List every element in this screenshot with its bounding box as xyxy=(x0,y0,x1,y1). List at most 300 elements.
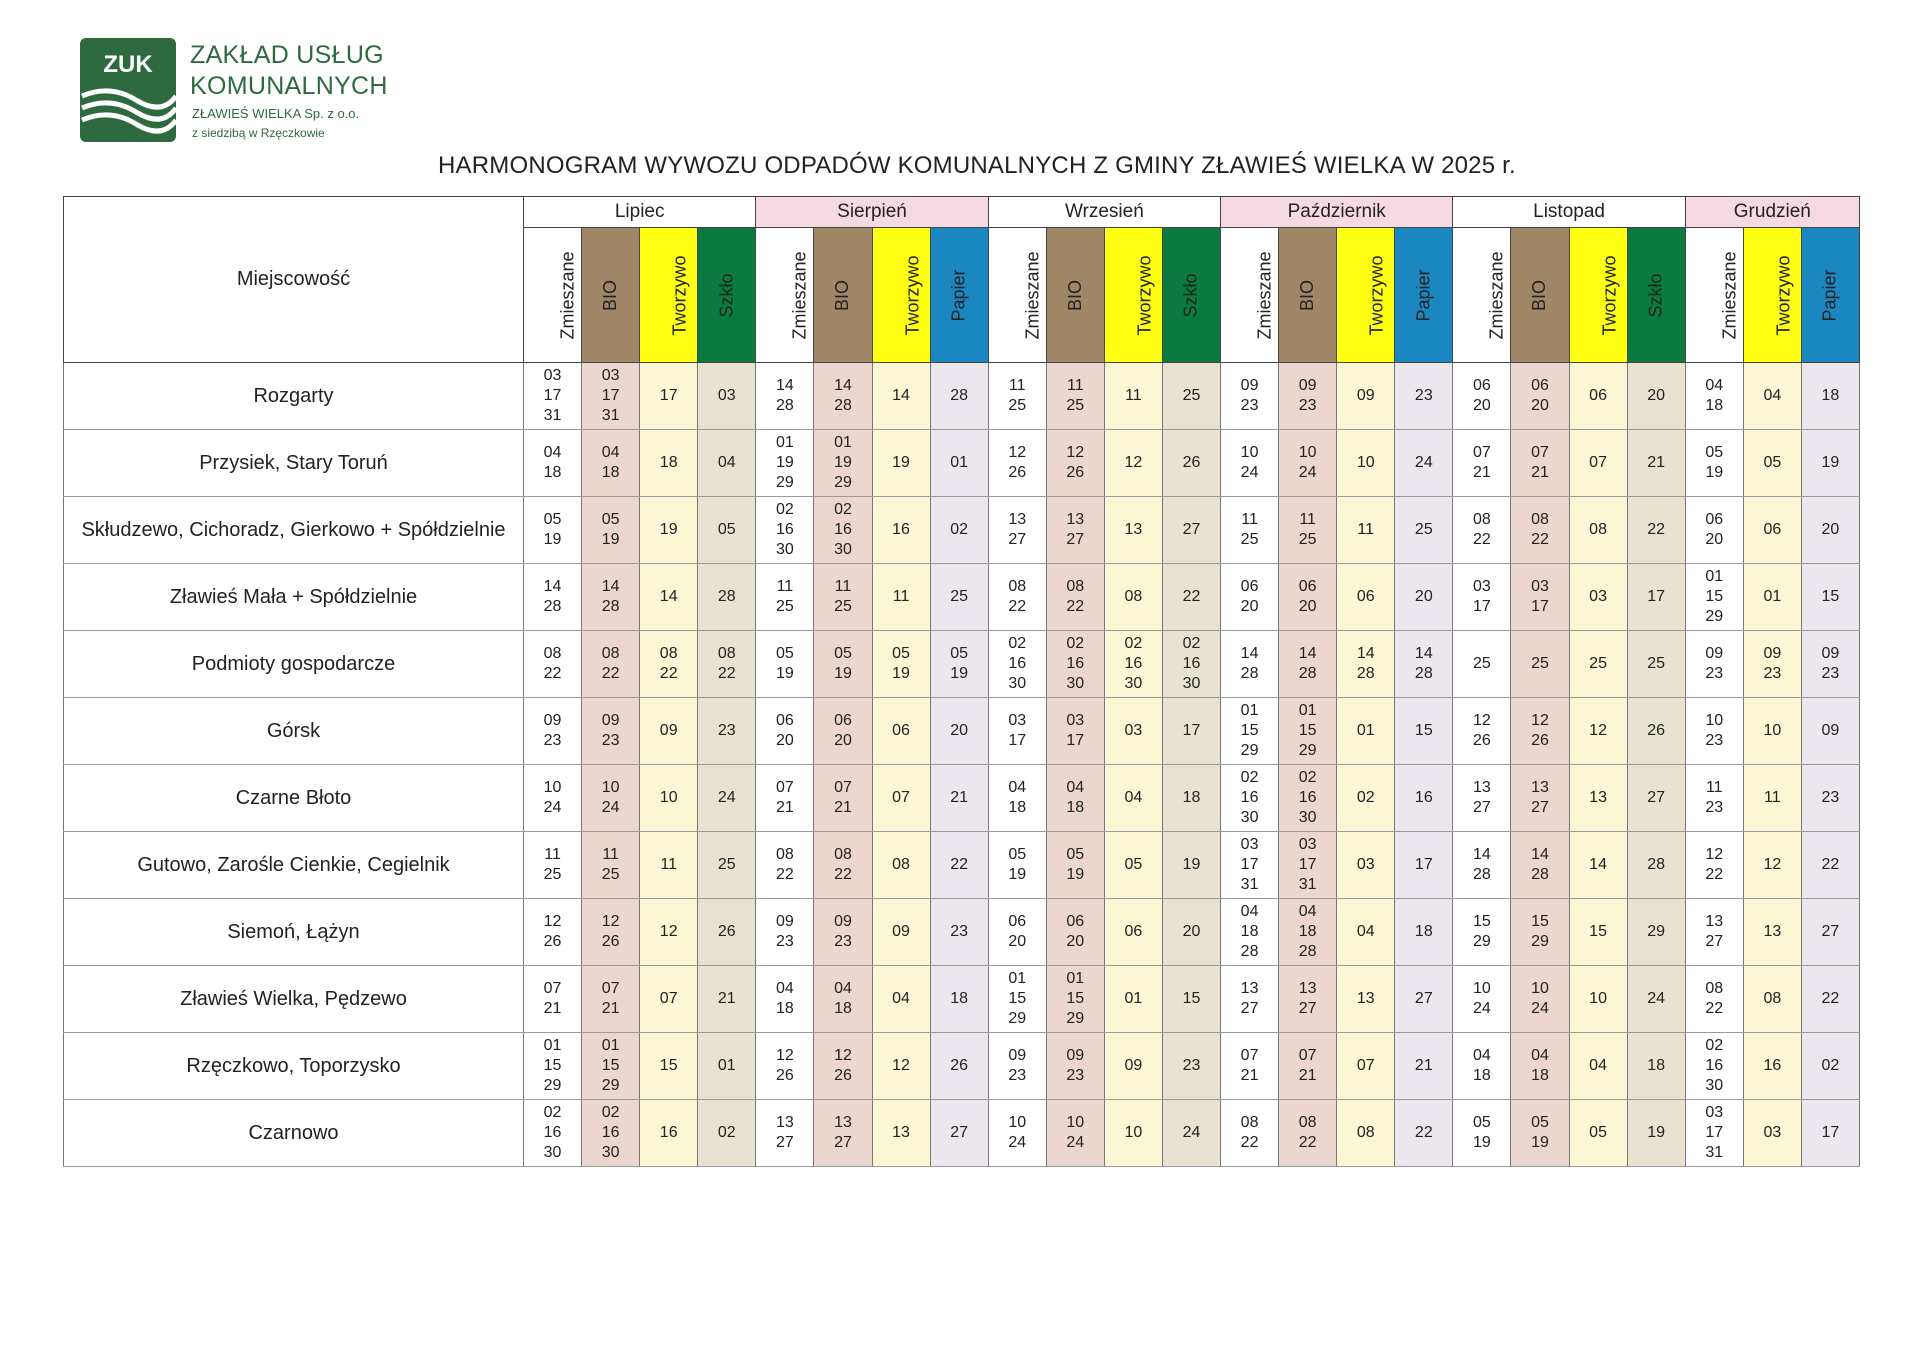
pickup-dates-cell: 11 23 xyxy=(1685,765,1743,832)
pickup-dates-cell: 09 xyxy=(1337,363,1395,430)
pickup-dates-cell: 25 xyxy=(930,564,988,631)
pickup-dates-cell: 27 xyxy=(1627,765,1685,832)
pickup-dates-cell: 18 xyxy=(640,430,698,497)
pickup-dates-cell: 01 15 29 xyxy=(1046,966,1104,1033)
pickup-dates-cell: 09 23 xyxy=(814,899,872,966)
company-legal-name: ZŁAWIEŚ WIELKA Sp. z o.o. xyxy=(192,106,360,121)
pickup-dates-cell: 21 xyxy=(698,966,756,1033)
waste-type-header-papier xyxy=(1801,228,1859,363)
pickup-dates-cell: 27 xyxy=(1801,899,1859,966)
pickup-dates-cell: 24 xyxy=(1162,1100,1220,1167)
pickup-dates-cell: 19 xyxy=(640,497,698,564)
pickup-dates-cell: 11 25 xyxy=(524,832,582,899)
pickup-dates-cell: 10 24 xyxy=(524,765,582,832)
table-row xyxy=(64,1100,1860,1167)
pickup-dates-cell: 23 xyxy=(1395,363,1453,430)
pickup-dates-cell: 11 xyxy=(872,564,930,631)
pickup-dates-cell: 14 28 xyxy=(1453,832,1511,899)
pickup-dates-cell: 15 xyxy=(1569,899,1627,966)
waste-type-label: Zmieszane xyxy=(789,250,810,340)
pickup-dates-cell: 09 23 xyxy=(756,899,814,966)
pickup-dates-cell: 02 xyxy=(930,497,988,564)
waste-type-header-bio xyxy=(1511,228,1569,363)
pickup-dates-cell: 07 21 xyxy=(524,966,582,1033)
pickup-dates-cell: 27 xyxy=(930,1100,988,1167)
pickup-dates-cell: 05 19 xyxy=(1685,430,1743,497)
pickup-dates-cell: 01 15 29 xyxy=(1685,564,1743,631)
pickup-dates-cell: 23 xyxy=(930,899,988,966)
waste-type-header-szklo xyxy=(1162,228,1220,363)
waste-type-header-tworzywo xyxy=(1743,228,1801,363)
pickup-dates-cell: 12 26 xyxy=(524,899,582,966)
pickup-dates-cell: 03 17 xyxy=(1511,564,1569,631)
pickup-dates-cell: 01 xyxy=(1104,966,1162,1033)
pickup-dates-cell: 04 18 xyxy=(756,966,814,1033)
pickup-dates-cell: 03 xyxy=(1569,564,1627,631)
pickup-dates-cell: 02 16 30 xyxy=(1046,631,1104,698)
pickup-dates-cell: 13 27 xyxy=(1046,497,1104,564)
pickup-dates-cell: 13 xyxy=(1337,966,1395,1033)
pickup-dates-cell: 13 27 xyxy=(988,497,1046,564)
place-name: Zławieś Wielka, Pędzewo xyxy=(64,966,524,1033)
waste-type-header-bio xyxy=(582,228,640,363)
pickup-dates-cell: 15 xyxy=(640,1033,698,1100)
pickup-dates-cell: 02 16 30 xyxy=(582,1100,640,1167)
pickup-dates-cell: 07 xyxy=(1337,1033,1395,1100)
pickup-dates-cell: 06 xyxy=(1104,899,1162,966)
pickup-dates-cell: 13 27 xyxy=(1685,899,1743,966)
pickup-dates-cell: 10 24 xyxy=(988,1100,1046,1167)
pickup-dates-cell: 02 xyxy=(1337,765,1395,832)
pickup-dates-cell: 14 28 xyxy=(1395,631,1453,698)
pickup-dates-cell: 26 xyxy=(1162,430,1220,497)
pickup-dates-cell: 08 22 xyxy=(1511,497,1569,564)
pickup-dates-cell: 08 xyxy=(1337,1100,1395,1167)
waste-type-label: Papier xyxy=(1819,268,1840,322)
pickup-dates-cell: 06 xyxy=(1337,564,1395,631)
pickup-dates-cell: 26 xyxy=(698,899,756,966)
pickup-dates-cell: 13 27 xyxy=(1453,765,1511,832)
pickup-dates-cell: 12 26 xyxy=(1511,698,1569,765)
pickup-dates-cell: 04 xyxy=(1743,363,1801,430)
company-name-line2: KOMUNALNYCH xyxy=(190,72,388,100)
pickup-dates-cell: 19 xyxy=(872,430,930,497)
pickup-dates-cell: 11 25 xyxy=(814,564,872,631)
pickup-dates-cell: 26 xyxy=(930,1033,988,1100)
pickup-dates-cell: 07 21 xyxy=(1453,430,1511,497)
waste-type-label: Zmieszane xyxy=(1254,250,1275,340)
pickup-dates-cell: 28 xyxy=(930,363,988,430)
place-name: Gutowo, Zarośle Cienkie, Cegielnik xyxy=(64,832,524,899)
pickup-dates-cell: 18 xyxy=(930,966,988,1033)
pickup-dates-cell: 09 23 xyxy=(1221,363,1279,430)
pickup-dates-cell: 25 xyxy=(1395,497,1453,564)
waste-type-header-zmieszane xyxy=(1453,228,1511,363)
pickup-dates-cell: 08 xyxy=(1104,564,1162,631)
waste-type-header-zmieszane xyxy=(988,228,1046,363)
table-row xyxy=(64,631,1860,698)
waste-type-label: Szkło xyxy=(1645,272,1666,318)
waste-type-label: Tworzywo xyxy=(1773,254,1794,336)
pickup-dates-cell: 09 23 xyxy=(524,698,582,765)
pickup-dates-cell: 14 28 xyxy=(814,363,872,430)
pickup-dates-cell: 22 xyxy=(1801,966,1859,1033)
pickup-dates-cell: 05 xyxy=(1743,430,1801,497)
pickup-dates-cell: 08 22 xyxy=(814,832,872,899)
pickup-dates-cell: 03 17 xyxy=(988,698,1046,765)
pickup-dates-cell: 05 19 xyxy=(1453,1100,1511,1167)
company-name-line1: ZAKŁAD USŁUG xyxy=(190,41,384,69)
pickup-dates-cell: 11 xyxy=(1743,765,1801,832)
pickup-dates-cell: 17 xyxy=(1162,698,1220,765)
pickup-dates-cell: 08 22 xyxy=(1046,564,1104,631)
pickup-dates-cell: 19 xyxy=(1801,430,1859,497)
waste-type-label: Tworzywo xyxy=(669,254,690,336)
pickup-dates-cell: 23 xyxy=(698,698,756,765)
pickup-dates-cell: 22 xyxy=(930,832,988,899)
pickup-dates-cell: 01 19 29 xyxy=(756,430,814,497)
pickup-dates-cell: 13 xyxy=(872,1100,930,1167)
waste-type-header-bio xyxy=(814,228,872,363)
pickup-dates-cell: 10 24 xyxy=(1221,430,1279,497)
pickup-dates-cell: 12 xyxy=(1569,698,1627,765)
pickup-dates-cell: 04 18 xyxy=(1453,1033,1511,1100)
waste-type-header-bio xyxy=(1279,228,1337,363)
company-name xyxy=(190,40,388,102)
pickup-dates-cell: 11 xyxy=(1337,497,1395,564)
pickup-dates-cell: 14 xyxy=(640,564,698,631)
pickup-dates-cell: 07 xyxy=(872,765,930,832)
pickup-dates-cell: 08 22 xyxy=(756,832,814,899)
pickup-dates-cell: 04 18 28 xyxy=(1279,899,1337,966)
pickup-dates-cell: 22 xyxy=(1395,1100,1453,1167)
pickup-dates-cell: 03 17 xyxy=(1453,564,1511,631)
place-name: Zławieś Mała + Spółdzielnie xyxy=(64,564,524,631)
pickup-dates-cell: 04 18 xyxy=(814,966,872,1033)
pickup-dates-cell: 18 xyxy=(1627,1033,1685,1100)
waste-type-header-szklo xyxy=(698,228,756,363)
pickup-dates-cell: 12 22 xyxy=(1685,832,1743,899)
pickup-dates-cell: 07 xyxy=(640,966,698,1033)
pickup-dates-cell: 22 xyxy=(1162,564,1220,631)
waste-type-label: Zmieszane xyxy=(557,250,578,340)
pickup-dates-cell: 04 18 xyxy=(1685,363,1743,430)
pickup-dates-cell: 08 22 xyxy=(1453,497,1511,564)
pickup-dates-cell: 06 20 xyxy=(1221,564,1279,631)
company-logo xyxy=(80,38,388,148)
pickup-dates-cell: 03 17 31 xyxy=(524,363,582,430)
pickup-dates-cell: 02 16 30 xyxy=(1221,765,1279,832)
waste-type-label: BIO xyxy=(1297,279,1318,311)
pickup-dates-cell: 04 18 xyxy=(524,430,582,497)
pickup-dates-cell: 06 xyxy=(1743,497,1801,564)
waste-type-header-zmieszane xyxy=(756,228,814,363)
pickup-dates-cell: 02 16 30 xyxy=(1685,1033,1743,1100)
pickup-dates-cell: 12 xyxy=(640,899,698,966)
pickup-dates-cell: 13 27 xyxy=(1221,966,1279,1033)
pickup-dates-cell: 19 xyxy=(1162,832,1220,899)
pickup-dates-cell: 01 15 29 xyxy=(1279,698,1337,765)
pickup-dates-cell: 01 19 29 xyxy=(814,430,872,497)
place-name: Siemoń, Łążyn xyxy=(64,899,524,966)
pickup-dates-cell: 15 29 xyxy=(1511,899,1569,966)
pickup-dates-cell: 06 xyxy=(872,698,930,765)
month-header-wrzesien: Wrzesień xyxy=(988,197,1220,228)
waste-type-label: Tworzywo xyxy=(1134,254,1155,336)
pickup-dates-cell: 03 17 31 xyxy=(1279,832,1337,899)
pickup-dates-cell: 21 xyxy=(930,765,988,832)
place-name: Podmioty gospodarcze xyxy=(64,631,524,698)
pickup-dates-cell: 11 25 xyxy=(1279,497,1337,564)
pickup-dates-cell: 01 xyxy=(1337,698,1395,765)
pickup-dates-cell: 16 xyxy=(640,1100,698,1167)
pickup-dates-cell: 09 xyxy=(1104,1033,1162,1100)
pickup-dates-cell: 09 23 xyxy=(1279,363,1337,430)
pickup-dates-cell: 03 xyxy=(1743,1100,1801,1167)
pickup-dates-cell: 13 xyxy=(1569,765,1627,832)
table-row xyxy=(64,698,1860,765)
pickup-dates-cell: 28 xyxy=(698,564,756,631)
pickup-dates-cell: 01 xyxy=(930,430,988,497)
waste-type-label: Tworzywo xyxy=(902,254,923,336)
pickup-dates-cell: 17 xyxy=(1395,832,1453,899)
pickup-dates-cell: 08 22 xyxy=(524,631,582,698)
pickup-dates-cell: 13 27 xyxy=(756,1100,814,1167)
pickup-dates-cell: 12 26 xyxy=(814,1033,872,1100)
place-name: Przysiek, Stary Toruń xyxy=(64,430,524,497)
pickup-dates-cell: 25 xyxy=(1511,631,1569,698)
pickup-dates-cell: 10 24 xyxy=(1279,430,1337,497)
pickup-dates-cell: 14 xyxy=(872,363,930,430)
pickup-dates-cell: 05 xyxy=(1104,832,1162,899)
pickup-dates-cell: 08 22 xyxy=(1221,1100,1279,1167)
pickup-dates-cell: 04 18 xyxy=(582,430,640,497)
pickup-dates-cell: 12 xyxy=(1104,430,1162,497)
pickup-dates-cell: 21 xyxy=(1395,1033,1453,1100)
pickup-dates-cell: 06 20 xyxy=(1453,363,1511,430)
pickup-dates-cell: 11 25 xyxy=(988,363,1046,430)
pickup-dates-cell: 10 24 xyxy=(1511,966,1569,1033)
table-row xyxy=(64,899,1860,966)
month-header-sierpien: Sierpień xyxy=(756,197,988,228)
pickup-dates-cell: 09 23 xyxy=(1685,631,1743,698)
pickup-dates-cell: 25 xyxy=(1627,631,1685,698)
pickup-dates-cell: 06 20 xyxy=(988,899,1046,966)
schedule-table xyxy=(63,196,1860,1167)
pickup-dates-cell: 25 xyxy=(1162,363,1220,430)
table-row xyxy=(64,966,1860,1033)
pickup-dates-cell: 20 xyxy=(1395,564,1453,631)
pickup-dates-cell: 01 15 29 xyxy=(988,966,1046,1033)
pickup-dates-cell: 12 26 xyxy=(756,1033,814,1100)
waste-type-header-bio xyxy=(1046,228,1104,363)
page-title: HARMONOGRAM WYWOZU ODPADÓW KOMUNALNYCH Z GMINY ZŁAWIEŚ WIELKA W 2025 r. xyxy=(438,152,1516,179)
pickup-dates-cell: 04 xyxy=(1569,1033,1627,1100)
waste-type-header-tworzywo xyxy=(872,228,930,363)
pickup-dates-cell: 09 xyxy=(872,899,930,966)
place-name: Górsk xyxy=(64,698,524,765)
pickup-dates-cell: 25 xyxy=(1569,631,1627,698)
waste-type-header-papier xyxy=(1395,228,1453,363)
pickup-dates-cell: 04 18 28 xyxy=(1221,899,1279,966)
pickup-dates-cell: 04 18 xyxy=(1511,1033,1569,1100)
pickup-dates-cell: 05 xyxy=(1569,1100,1627,1167)
pickup-dates-cell: 16 xyxy=(1743,1033,1801,1100)
pickup-dates-cell: 14 28 xyxy=(1279,631,1337,698)
pickup-dates-cell: 01 xyxy=(1743,564,1801,631)
pickup-dates-cell: 04 xyxy=(1104,765,1162,832)
pickup-dates-cell: 06 20 xyxy=(1685,497,1743,564)
pickup-dates-cell: 03 17 31 xyxy=(1685,1100,1743,1167)
pickup-dates-cell: 24 xyxy=(1395,430,1453,497)
pickup-dates-cell: 13 27 xyxy=(1511,765,1569,832)
pickup-dates-cell: 01 15 29 xyxy=(524,1033,582,1100)
pickup-dates-cell: 08 22 xyxy=(698,631,756,698)
waste-type-label: BIO xyxy=(1064,279,1085,311)
pickup-dates-cell: 06 20 xyxy=(1046,899,1104,966)
pickup-dates-cell: 09 23 xyxy=(988,1033,1046,1100)
pickup-dates-cell: 02 16 30 xyxy=(1162,631,1220,698)
pickup-dates-cell: 23 xyxy=(1162,1033,1220,1100)
pickup-dates-cell: 07 21 xyxy=(582,966,640,1033)
pickup-dates-cell: 02 16 30 xyxy=(1279,765,1337,832)
pickup-dates-cell: 20 xyxy=(1627,363,1685,430)
waste-type-label: Szkło xyxy=(1180,272,1201,318)
waste-type-label: Zmieszane xyxy=(1719,250,1740,340)
waste-type-label: BIO xyxy=(1529,279,1550,311)
pickup-dates-cell: 07 21 xyxy=(756,765,814,832)
pickup-dates-cell: 12 26 xyxy=(1453,698,1511,765)
pickup-dates-cell: 05 19 xyxy=(930,631,988,698)
pickup-dates-cell: 08 22 xyxy=(988,564,1046,631)
pickup-dates-cell: 09 23 xyxy=(582,698,640,765)
waste-type-label: Szkło xyxy=(716,272,737,318)
place-column-header: Miejscowość xyxy=(64,197,524,363)
waste-type-label: Tworzywo xyxy=(1366,254,1387,336)
pickup-dates-cell: 05 19 xyxy=(988,832,1046,899)
pickup-dates-cell: 15 xyxy=(1162,966,1220,1033)
pickup-dates-cell: 11 25 xyxy=(582,832,640,899)
pickup-dates-cell: 14 28 xyxy=(524,564,582,631)
waste-type-header-tworzywo xyxy=(1569,228,1627,363)
place-name: Rzęczkowo, Toporzysko xyxy=(64,1033,524,1100)
pickup-dates-cell: 01 xyxy=(698,1033,756,1100)
pickup-dates-cell: 17 xyxy=(1627,564,1685,631)
waste-type-label: BIO xyxy=(600,279,621,311)
pickup-dates-cell: 14 28 xyxy=(582,564,640,631)
pickup-dates-cell: 10 xyxy=(1337,430,1395,497)
pickup-dates-cell: 07 21 xyxy=(1221,1033,1279,1100)
pickup-dates-cell: 20 xyxy=(1162,899,1220,966)
pickup-dates-cell: 06 xyxy=(1569,363,1627,430)
waste-type-header-zmieszane xyxy=(1685,228,1743,363)
month-header-listopad: Listopad xyxy=(1453,197,1685,228)
pickup-dates-cell: 13 27 xyxy=(814,1100,872,1167)
pickup-dates-cell: 12 xyxy=(872,1033,930,1100)
month-header-grudzien: Grudzień xyxy=(1685,197,1859,228)
pickup-dates-cell: 12 26 xyxy=(582,899,640,966)
pickup-dates-cell: 11 xyxy=(640,832,698,899)
pickup-dates-cell: 05 19 xyxy=(582,497,640,564)
pickup-dates-cell: 17 xyxy=(640,363,698,430)
pickup-dates-cell: 05 19 xyxy=(872,631,930,698)
pickup-dates-cell: 17 xyxy=(1801,1100,1859,1167)
place-name: Skłudzewo, Cichoradz, Gierkowo + Spółdzielnie xyxy=(64,497,524,564)
pickup-dates-cell: 08 22 xyxy=(1279,1100,1337,1167)
pickup-dates-cell: 15 29 xyxy=(1453,899,1511,966)
pickup-dates-cell: 09 23 xyxy=(1743,631,1801,698)
pickup-dates-cell: 06 20 xyxy=(1279,564,1337,631)
pickup-dates-cell: 09 xyxy=(640,698,698,765)
pickup-dates-cell: 04 18 xyxy=(1046,765,1104,832)
waste-type-label: Papier xyxy=(948,268,969,322)
pickup-dates-cell: 07 21 xyxy=(1511,430,1569,497)
pickup-dates-cell: 16 xyxy=(872,497,930,564)
pickup-dates-cell: 23 xyxy=(1801,765,1859,832)
pickup-dates-cell: 15 xyxy=(1801,564,1859,631)
pickup-dates-cell: 05 19 xyxy=(756,631,814,698)
pickup-dates-cell: 11 25 xyxy=(1221,497,1279,564)
schedule-body xyxy=(64,363,1860,1167)
pickup-dates-cell: 03 17 31 xyxy=(1221,832,1279,899)
pickup-dates-cell: 01 15 29 xyxy=(582,1033,640,1100)
waste-type-label: Zmieszane xyxy=(1486,250,1507,340)
pickup-dates-cell: 20 xyxy=(1801,497,1859,564)
pickup-dates-cell: 08 22 xyxy=(1685,966,1743,1033)
pickup-dates-cell: 03 17 xyxy=(1046,698,1104,765)
pickup-dates-cell: 04 18 xyxy=(988,765,1046,832)
month-header-pazdziernik: Październik xyxy=(1221,197,1453,228)
pickup-dates-cell: 18 xyxy=(1801,363,1859,430)
pickup-dates-cell: 13 xyxy=(1743,899,1801,966)
pickup-dates-cell: 10 xyxy=(640,765,698,832)
place-name: Czarnowo xyxy=(64,1100,524,1167)
pickup-dates-cell: 02 16 30 xyxy=(524,1100,582,1167)
pickup-dates-cell: 18 xyxy=(1395,899,1453,966)
table-row xyxy=(64,1033,1860,1100)
pickup-dates-cell: 04 xyxy=(1337,899,1395,966)
pickup-dates-cell: 09 23 xyxy=(1046,1033,1104,1100)
table-row xyxy=(64,497,1860,564)
pickup-dates-cell: 16 xyxy=(1395,765,1453,832)
pickup-dates-cell: 20 xyxy=(930,698,988,765)
pickup-dates-cell: 02 16 30 xyxy=(756,497,814,564)
pickup-dates-cell: 03 xyxy=(698,363,756,430)
pickup-dates-cell: 06 20 xyxy=(1511,363,1569,430)
pickup-dates-cell: 03 xyxy=(1337,832,1395,899)
pickup-dates-cell: 14 28 xyxy=(1221,631,1279,698)
pickup-dates-cell: 02 xyxy=(698,1100,756,1167)
pickup-dates-cell: 14 28 xyxy=(1511,832,1569,899)
pickup-dates-cell: 07 21 xyxy=(1279,1033,1337,1100)
pickup-dates-cell: 22 xyxy=(1627,497,1685,564)
table-row xyxy=(64,363,1860,430)
table-row xyxy=(64,564,1860,631)
pickup-dates-cell: 05 19 xyxy=(814,631,872,698)
pickup-dates-cell: 02 xyxy=(1801,1033,1859,1100)
pickup-dates-cell: 15 xyxy=(1395,698,1453,765)
pickup-dates-cell: 12 26 xyxy=(988,430,1046,497)
pickup-dates-cell: 08 xyxy=(1569,497,1627,564)
pickup-dates-cell: 05 xyxy=(698,497,756,564)
pickup-dates-cell: 25 xyxy=(1453,631,1511,698)
pickup-dates-cell: 08 22 xyxy=(640,631,698,698)
pickup-dates-cell: 06 20 xyxy=(814,698,872,765)
pickup-dates-cell: 19 xyxy=(1627,1100,1685,1167)
pickup-dates-cell: 28 xyxy=(1627,832,1685,899)
pickup-dates-cell: 05 19 xyxy=(1511,1100,1569,1167)
pickup-dates-cell: 02 16 30 xyxy=(1104,631,1162,698)
